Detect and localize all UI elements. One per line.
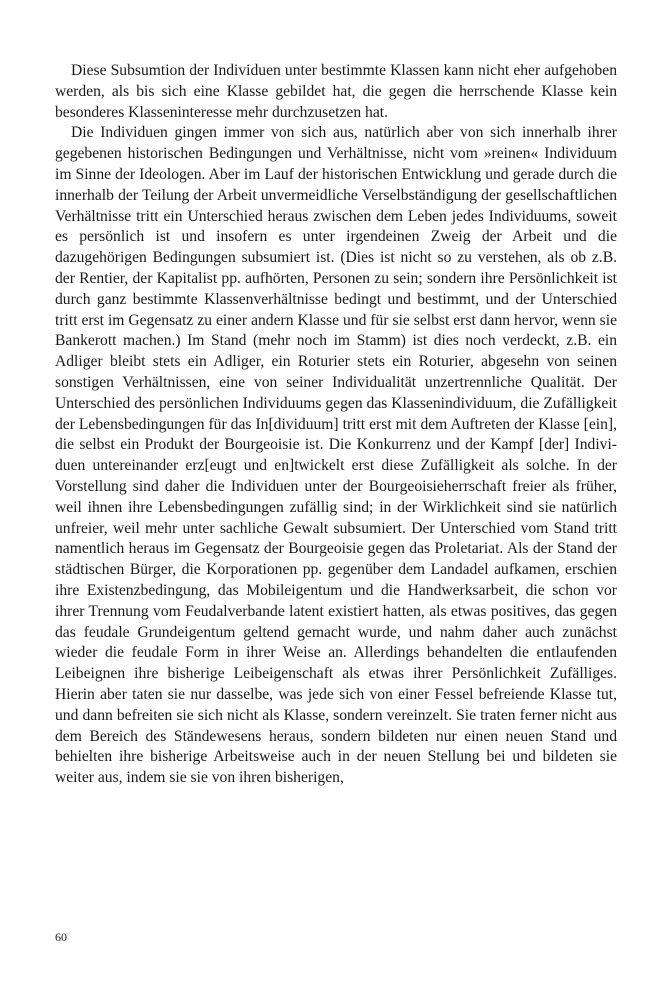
paragraph-2: Die Individuen gingen immer von sich aus, natürlich aber von sich innerhalb ihrer gegebenen historischen Bedingungen und Verhältnisse, nicht vom »reinen« Individuum im Sinne der Ideologen. Aber im Lauf der historischen Entwicklung und gerade durch die innerhalb der Teilung der Arbeit unvermeidliche Verselbständigung der gesellschaftlichen Verhältnisse tritt ein Unterschied heraus zwischen dem Leben jedes Individuums, soweit es persönlich ist und insofern es unter irgendeinen Zweig der Arbeit und die dazugehörigen Bedingungen subsumiert ist. (Dies ist nicht so zu verstehen, als ob z.B. der Rentier, der Kapitalist pp. aufhörten, Personen zu sein; sondern ihre Persönlichkeit ist durch ganz bestimmte Klassenverhältnisse bedingt und bestimmt, und der Unterschied tritt erst im Gegensatz zu einer andern Klasse und für sie selbst erst dann hervor, wenn sie Bankerott machen.) Im Stand (mehr noch im Stamm) ist dies noch verdeckt, z.B. ein Adliger bleibt stets ein Adliger, ein Roturier stets ein Roturier, abgesehn von seinen sonstigen Verhältnissen, eine von seiner Individualität unzertrennliche Qualität. Der Unterschied des persönlichen Individuums gegen das Klassenindividuum, die Zufälligkeit der Lebensbedingungen für das In[dividuum] tritt erst mit dem Auftreten der Klasse [ein], die selbst ein Produkt der Bourgeoisie ist. Die Konkurrenz und der Kampf [der] Individuen untereinander erz[eugt und en]twickelt erst diese Zufälligkeit als solche. In der Vorstellung sind daher die Individuen unter der Bourgeoisieherrschaft freier als früher, weil ihnen ihre Lebensbedingungen zufällig sind; in der Wirklichkeit sind sie natürlich unfreier, weil mehr unter sachliche Gewalt subsumiert. Der Unterschied vom Stand tritt namentlich heraus im Gegensatz der Bourgeoisie gegen das Proletariat. Als der Stand der städtischen Bürger, die Korporationen pp. gegenüber dem Landadel aufkamen, erschien ihre Existenzbedingung, das Mobileigentum und die Handwerksarbeit, die schon vor ihrer Trennung vom Feudalverbande latent existiert hatten, als etwas positives, das gegen das feudale Grundeigentum geltend gemacht wurde, und nahm daher auch zunächst wieder die feudale Form in ihrer Weise an. Allerdings behandelten die entlaufenden Leibeignen ihre bisherige Leibeigenschaft als etwas ihrer Persönlichkeit Zufälliges. Hierin aber taten sie nur dasselbe, was jede sich von einer Fessel befreiende Klasse tut, und dann befreiten sie sich nicht als Klasse, sondern vereinzelt. Sie traten ferner nicht aus dem Bereich des Ständewesens heraus, sondern bildeten nur einen neuen Stand und behielten ihre bisherige Arbeitsweise auch in der neuen Stellung bei und bildeten sie weiter aus, indem sie sie von ihren bisherigen,	[55, 124, 617, 787]
page-number: 60	[55, 930, 67, 944]
body-text	[55, 61, 617, 789]
paragraph-1: Diese Subsumtion der Individuen unter bestimmte Klassen kann nicht eher aufgehoben werden, als bis sich eine Klasse gebildet hat, die gegen die herrschende Klasse kein besonderes Klasseninteresse mehr durchzusetzen hat.	[55, 62, 617, 121]
